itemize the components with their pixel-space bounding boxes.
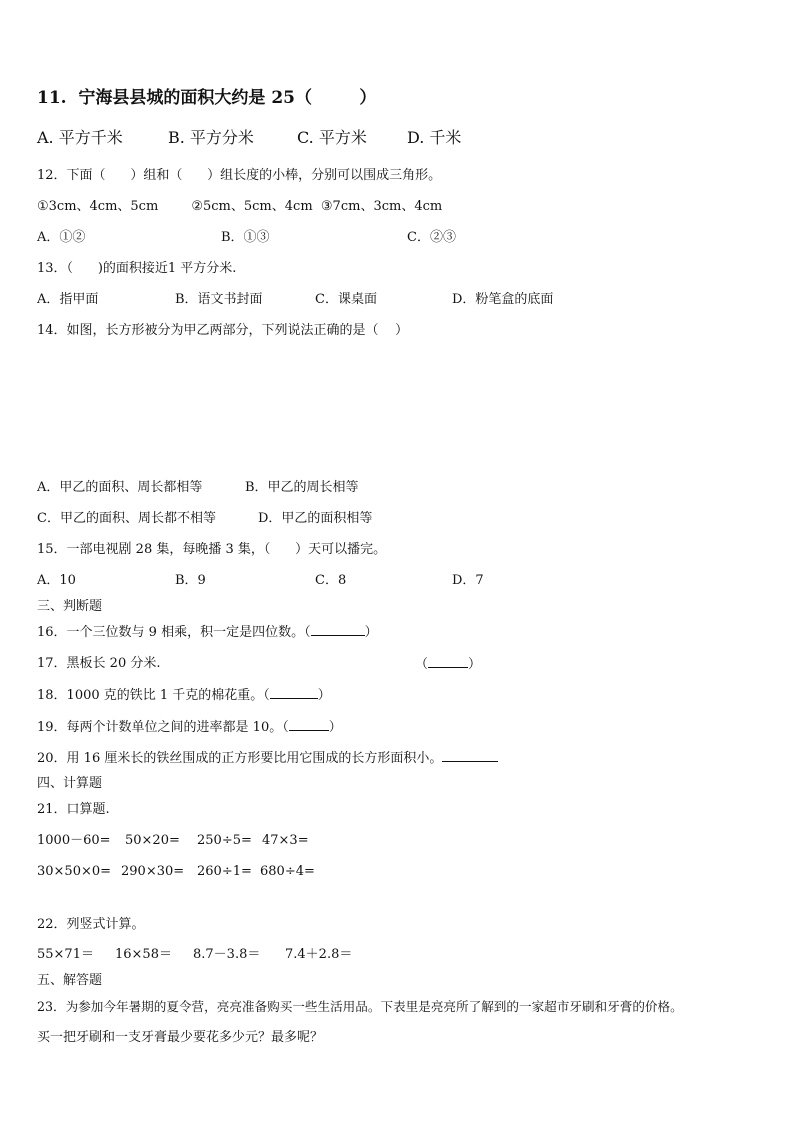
question-19-text: 19．每两个计数单位之间的进率都是 10。（: [37, 720, 289, 735]
vertical-calc-item: 16×58＝: [115, 947, 172, 962]
vertical-calc-item: 55×71＝: [37, 947, 94, 962]
question-17-answer: [415, 655, 481, 674]
section-heading-problems: 五、解答题: [37, 973, 103, 988]
question-16-text: 16．一个三位数与 9 相乘，积一定是四位数。（: [37, 625, 311, 640]
question-15-option-c: C．8: [315, 573, 347, 588]
section-heading-calculation: 四、计算题: [37, 776, 103, 791]
question-14-option-c: C．甲乙的面积、周长都不相等: [37, 511, 216, 526]
question-18-text: 18．1000 克的铁比 1 千克的棉花重。（: [37, 688, 270, 703]
question-14-option-a: A．甲乙的面积、周长都相等: [37, 480, 203, 495]
question-11-option-a: A. 平方千米: [37, 128, 123, 147]
question-15-stem: 15．一部电视剧 28 集，每晚播 3 集，（ ）天可以播完。: [37, 542, 387, 557]
question-11-option-b: B. 平方分米: [168, 128, 254, 147]
vertical-calc-item: 8.7－3.8＝: [193, 947, 261, 962]
mental-math-item: 680÷4=: [260, 864, 315, 879]
answer-blank[interactable]: [270, 686, 318, 699]
answer-blank[interactable]: [311, 623, 365, 636]
question-19-close: ）: [328, 720, 342, 735]
question-11-option-c: C. 平方米: [297, 128, 367, 147]
question-12-option-a: A．①②: [37, 230, 86, 245]
question-23-line-2: 买一把牙刷和一支牙膏最少要花多少元？最多呢？: [37, 1030, 324, 1045]
question-16-close: ）: [364, 625, 378, 640]
question-14-option-b: B．甲乙的周长相等: [245, 480, 359, 495]
question-13-option-c: C．课桌面: [315, 292, 377, 307]
question-13-option-a: A．指甲面: [37, 292, 99, 307]
question-14-option-d: D．甲乙的面积相等: [258, 511, 373, 526]
question-20-text: 20．用 16 厘米长的铁丝围成的正方形要比用它围成的长方形面积小。: [37, 751, 443, 766]
question-21-stem: 21．口算题.: [37, 802, 110, 817]
question-15-option-d: D．7: [452, 573, 484, 588]
question-13-option-b: B．语文书封面: [175, 292, 263, 307]
mental-math-item: 47×3=: [262, 833, 309, 848]
answer-blank[interactable]: [442, 749, 498, 762]
question-12-stem: 12．下面（ ）组和（ ）组长度的小棒，分别可以围成三角形。: [37, 168, 442, 183]
question-12-option-b: B．①③: [221, 230, 270, 245]
question-18: [37, 686, 331, 705]
question-15-option-b: B．9: [175, 573, 206, 588]
question-11-option-d: D. 千米: [407, 128, 462, 147]
question-23-line-1: 23．为参加今年暑期的夏令营，亮亮准备购买一些生活用品。下表里是亮亮所了解到的一家超市牙刷和牙膏的价格。: [37, 999, 683, 1014]
question-22-stem: 22．列竖式计算。: [37, 917, 145, 932]
question-13-option-d: D．粉笔盒的底面: [452, 292, 554, 307]
question-17-close: ）: [468, 657, 482, 672]
question-20: [37, 749, 498, 768]
mental-math-item: 50×20=: [125, 833, 180, 848]
section-heading-judgement: 三、判断题: [37, 599, 103, 614]
mental-math-item: 1000－60=: [37, 833, 111, 848]
question-11-stem: 11. 宁海县县城的面积大约是 25（ ）: [37, 88, 377, 108]
question-12-groups: ①3cm、4cm、5cm ②5cm、5cm、4cm ③7cm、3cm、4cm: [37, 199, 443, 214]
mental-math-item: 260÷1=: [197, 864, 252, 879]
question-16: [37, 623, 378, 642]
mental-math-item: 250÷5=: [197, 833, 252, 848]
question-19: [37, 718, 342, 737]
question-17-open: （: [415, 657, 429, 672]
question-18-close: ）: [317, 688, 331, 703]
answer-blank[interactable]: [428, 655, 468, 668]
question-15-option-a: A．10: [37, 573, 76, 588]
vertical-calc-item: 7.4＋2.8＝: [285, 947, 353, 962]
question-17-text: 17．黑板长 20 分米.: [37, 656, 161, 671]
question-12-option-c: C．②③: [407, 230, 456, 245]
question-13-stem: 13．（ )的面积接近1 平方分米.: [37, 261, 237, 276]
question-14-stem: 14．如图，长方形被分为甲乙两部分，下列说法正确的是（ ）: [37, 323, 409, 338]
answer-blank[interactable]: [289, 718, 329, 731]
mental-math-item: 290×30=: [121, 864, 185, 879]
mental-math-item: 30×50×0=: [37, 864, 112, 879]
